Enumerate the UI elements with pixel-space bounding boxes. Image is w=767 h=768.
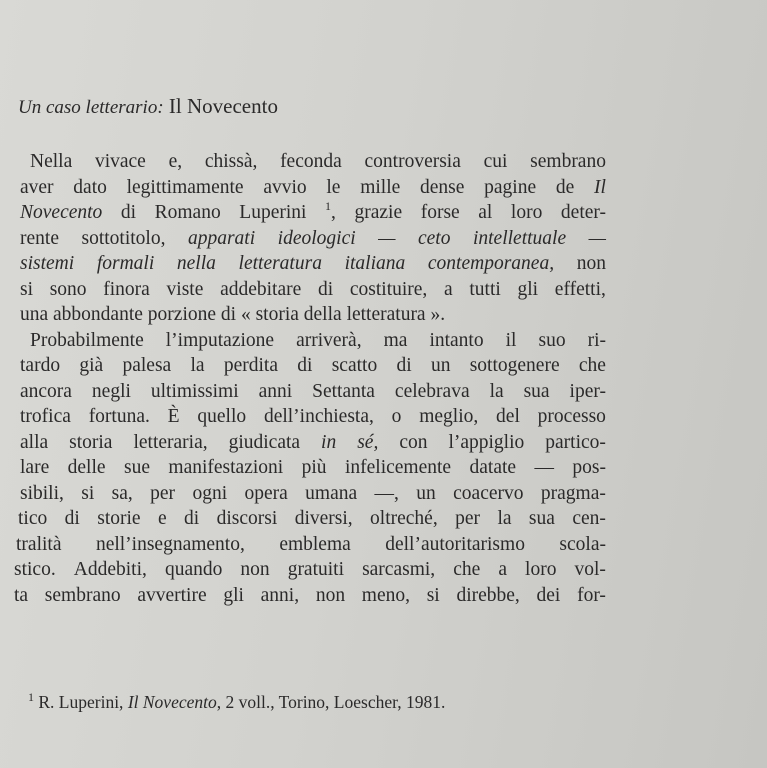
word: Romano xyxy=(154,202,221,223)
word: per xyxy=(455,508,481,529)
word: a xyxy=(444,278,453,300)
text-line xyxy=(20,252,606,276)
text-line xyxy=(20,456,606,480)
word: pos- xyxy=(572,457,606,478)
word: storia xyxy=(255,304,299,325)
word: delle xyxy=(67,457,106,478)
text-line xyxy=(20,354,606,378)
word: nell’insegnamento, xyxy=(95,533,245,555)
word: addebitare xyxy=(220,278,302,300)
word: celebrava xyxy=(394,380,470,402)
word: letteraria, xyxy=(133,431,208,453)
word: vol- xyxy=(574,559,606,580)
word: viste xyxy=(166,278,204,300)
word: pagine xyxy=(484,176,537,198)
word: lare xyxy=(20,457,50,478)
word: giudicata xyxy=(228,431,301,453)
word: letteratura xyxy=(238,253,322,274)
word: anni xyxy=(258,380,293,402)
text-line xyxy=(20,482,606,506)
word: formali xyxy=(96,253,155,274)
word: alla xyxy=(20,431,49,453)
word: opera xyxy=(244,482,288,504)
word: si xyxy=(81,482,95,504)
text-line xyxy=(20,278,606,302)
word: al xyxy=(478,202,493,223)
word: quando xyxy=(164,559,223,580)
word: le xyxy=(326,176,341,198)
word: palesa xyxy=(122,355,172,376)
word: o xyxy=(391,406,402,427)
word: infelicemente xyxy=(344,457,452,478)
word: grazie xyxy=(354,202,403,223)
text-line xyxy=(20,380,606,404)
word: nella xyxy=(176,253,216,274)
text-line xyxy=(20,405,606,429)
word: vivace xyxy=(94,151,146,172)
word: arriverà, xyxy=(296,329,362,351)
word: — xyxy=(534,457,554,478)
text-line xyxy=(20,176,606,200)
word: diversi, xyxy=(294,508,353,529)
word: gli xyxy=(517,278,539,300)
word: di xyxy=(120,202,137,223)
word: l’appiglio xyxy=(448,431,525,453)
word: ri- xyxy=(587,329,606,351)
text-line xyxy=(20,303,445,327)
word: trofica xyxy=(20,406,71,427)
word: che xyxy=(453,559,481,580)
word: controversia xyxy=(364,151,461,172)
word: rente xyxy=(20,227,59,249)
word: tralità xyxy=(16,533,62,555)
word: È xyxy=(167,406,180,427)
word: non xyxy=(576,253,606,274)
footnote-book-title: Il Novecento xyxy=(127,692,217,712)
word: si xyxy=(426,584,440,606)
word: direbbe, xyxy=(456,584,520,606)
word: datate xyxy=(469,457,517,478)
word: umana xyxy=(305,482,358,504)
word: la xyxy=(190,355,205,376)
word: l’imputazione xyxy=(165,329,275,351)
word: Probabilmente xyxy=(30,329,144,351)
word: tutti xyxy=(469,278,501,300)
word: dense xyxy=(420,176,465,198)
word: Luperini xyxy=(239,202,307,223)
word: ultimissimi xyxy=(150,380,239,402)
word: porzione xyxy=(147,304,217,325)
word: con xyxy=(399,431,428,453)
word: di xyxy=(220,304,237,325)
word: deter- xyxy=(560,202,606,223)
text-line xyxy=(14,584,606,608)
word: aver xyxy=(20,176,54,198)
word: storie xyxy=(97,508,141,529)
word: contemporanea, xyxy=(427,253,555,274)
word: — xyxy=(588,227,606,249)
word: manifestazioni xyxy=(168,457,284,478)
word: loro xyxy=(510,202,543,223)
word: letteratura xyxy=(346,304,426,325)
word: un xyxy=(416,482,436,504)
word: finora xyxy=(103,278,150,300)
word: partico- xyxy=(545,431,606,453)
word: non xyxy=(315,584,346,606)
word: ma xyxy=(383,329,408,351)
word: più xyxy=(301,457,327,478)
word: $^1$, xyxy=(325,199,336,223)
word: meglio, xyxy=(419,406,479,427)
word: cui xyxy=(483,151,508,172)
word: a xyxy=(498,559,507,580)
footnote-marker: 1 xyxy=(28,690,34,704)
word: sistemi xyxy=(20,253,75,274)
word: loro xyxy=(525,559,557,580)
word: e xyxy=(157,508,167,529)
word: — xyxy=(378,227,396,249)
word: Nella xyxy=(30,151,73,172)
word: pragma- xyxy=(540,482,606,504)
word: meno, xyxy=(361,584,410,606)
section-title: Il Novecento xyxy=(168,94,278,118)
word: già xyxy=(79,355,104,376)
word: sua xyxy=(523,380,550,402)
word: sarcasmi, xyxy=(362,559,436,580)
word: —, xyxy=(374,482,399,504)
word: ta xyxy=(14,584,29,606)
word: Novecento xyxy=(20,202,103,223)
word: la xyxy=(489,380,504,402)
word: un xyxy=(430,355,451,376)
word: dell’inchiesta, xyxy=(263,406,374,427)
text-line xyxy=(20,201,606,225)
word: sibili, xyxy=(20,482,64,504)
word: tico xyxy=(18,508,48,529)
word: dato xyxy=(73,176,107,198)
word: ». xyxy=(430,304,446,325)
word: del xyxy=(496,406,520,427)
word: stico. xyxy=(14,559,56,580)
section-heading xyxy=(18,94,278,119)
word: gratuiti xyxy=(287,559,345,580)
text-line xyxy=(30,329,606,353)
word: di xyxy=(184,508,200,529)
word: coacervo xyxy=(453,482,524,504)
word: « xyxy=(240,304,251,325)
word: Il xyxy=(594,176,606,198)
word: cen- xyxy=(572,508,606,529)
word: mille xyxy=(360,176,401,198)
word: che xyxy=(578,355,606,376)
word: il xyxy=(505,329,517,351)
word: fortuna. xyxy=(88,406,150,427)
word: sa, xyxy=(111,482,133,504)
word: costituire, xyxy=(349,278,428,300)
word: storia xyxy=(69,431,113,453)
word: italiana xyxy=(344,253,406,274)
footnote-text: , 2 voll., Torino, Loescher, 1981. xyxy=(216,692,446,712)
text-line xyxy=(14,558,606,582)
word: effetti, xyxy=(554,278,606,300)
word: Settanta xyxy=(312,380,375,402)
word: scatto xyxy=(331,355,378,376)
word: sembrano xyxy=(44,584,121,606)
text-line xyxy=(30,150,606,174)
word: discorsi xyxy=(216,508,278,529)
word: processo xyxy=(537,406,606,427)
word: chissà, xyxy=(204,151,258,172)
footnote xyxy=(28,692,445,713)
word: tardo xyxy=(20,355,61,376)
text-line xyxy=(20,227,606,251)
word: sé, xyxy=(357,431,379,453)
footnote-text: R. Luperini, xyxy=(34,692,128,712)
word: scola- xyxy=(559,533,606,555)
word: emblema xyxy=(279,533,351,555)
word: for- xyxy=(577,584,606,606)
word: oltreché, xyxy=(370,508,438,529)
word: non xyxy=(240,559,270,580)
word: e, xyxy=(168,151,183,172)
text-line xyxy=(20,431,606,455)
word: in xyxy=(321,431,337,453)
word: sembrano xyxy=(530,151,606,172)
word: sue xyxy=(123,457,150,478)
word: gli xyxy=(223,584,244,606)
word: apparati xyxy=(187,227,256,249)
word: anni, xyxy=(260,584,300,606)
section-label: Un caso letterario: xyxy=(18,97,164,118)
word: sono xyxy=(49,278,87,300)
word: intellettuale xyxy=(472,227,567,249)
word: per xyxy=(150,482,176,504)
word: negli xyxy=(91,380,131,402)
word: abbondante xyxy=(53,304,143,325)
word: ogni xyxy=(192,482,228,504)
word: una xyxy=(20,304,49,325)
word: dei xyxy=(536,584,561,606)
word: suo xyxy=(538,329,566,351)
word: iper- xyxy=(569,380,606,402)
word: legittimamente xyxy=(126,176,244,198)
word: avvertire xyxy=(137,584,207,606)
word: forse xyxy=(420,202,460,223)
word: avvio xyxy=(263,176,307,198)
word: sottogenere xyxy=(469,355,560,376)
word: di xyxy=(64,508,80,529)
word: ceto xyxy=(417,227,451,249)
word: dell’autoritarismo xyxy=(385,533,525,555)
word: sua xyxy=(528,508,555,529)
word: della xyxy=(303,304,342,325)
word: perdita xyxy=(223,355,278,376)
word: di xyxy=(297,355,313,376)
word: di xyxy=(396,355,412,376)
text-line xyxy=(18,507,606,531)
word: feconda xyxy=(280,151,342,172)
word: si xyxy=(20,278,34,300)
word: quello xyxy=(197,406,247,427)
word: la xyxy=(497,508,512,529)
word: sottotitolo, xyxy=(81,227,166,249)
word: ideologici xyxy=(277,227,356,249)
word: di xyxy=(317,278,334,300)
word: de xyxy=(555,176,575,198)
word: ancora xyxy=(20,380,72,402)
word: intanto xyxy=(429,329,484,351)
word: Addebiti, xyxy=(73,559,147,580)
text-line xyxy=(16,533,606,557)
